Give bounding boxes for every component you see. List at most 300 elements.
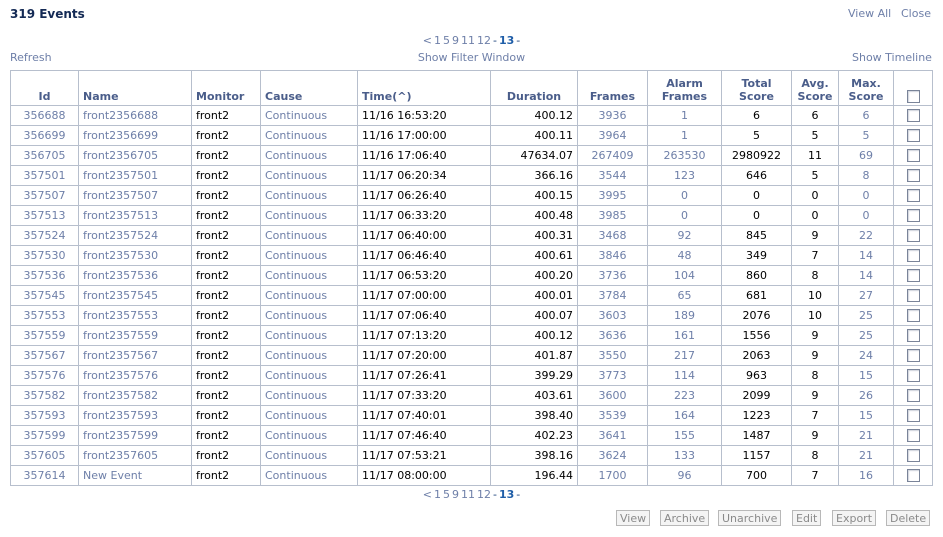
cell-total-score: 2099: [722, 386, 792, 406]
row-select-checkbox[interactable]: [907, 369, 920, 382]
pager-top-page-link[interactable]: 1: [433, 34, 441, 47]
pager-bottom-separator: -: [492, 488, 497, 501]
cell-name[interactable]: front2357553: [79, 306, 192, 326]
cell-max-score[interactable]: 8: [839, 166, 894, 186]
cell-max-score[interactable]: 69: [839, 146, 894, 166]
table-row[interactable]: [11, 426, 933, 446]
cell-select[interactable]: [894, 446, 933, 466]
cell-cause[interactable]: Continuous: [261, 306, 358, 326]
cell-id[interactable]: 357545: [11, 286, 79, 306]
cell-frames[interactable]: 3468: [578, 226, 648, 246]
row-select-checkbox[interactable]: [907, 229, 920, 242]
cell-id[interactable]: 357501: [11, 166, 79, 186]
pager-bottom-current-page: 13: [498, 488, 515, 501]
cell-alarm-frames[interactable]: 92: [648, 226, 722, 246]
cell-id[interactable]: 357599: [11, 426, 79, 446]
cell-time: 11/17 06:26:40: [358, 186, 491, 206]
total-score-line-2: Score: [739, 90, 774, 103]
cell-alarm-frames[interactable]: 114: [648, 366, 722, 386]
table-row[interactable]: [11, 286, 933, 306]
cell-alarm-frames[interactable]: 155: [648, 426, 722, 446]
alarm-frames-line-1: Alarm: [666, 77, 703, 90]
archive-button[interactable]: Archive: [660, 510, 709, 526]
column-header-select-all[interactable]: [894, 71, 933, 106]
table-row[interactable]: [11, 186, 933, 206]
row-select-checkbox[interactable]: [907, 109, 920, 122]
row-select-checkbox[interactable]: [907, 249, 920, 262]
row-select-checkbox[interactable]: [907, 429, 920, 442]
cell-select[interactable]: [894, 226, 933, 246]
cell-cause[interactable]: Continuous: [261, 226, 358, 246]
cell-id[interactable]: 356688: [11, 106, 79, 126]
cell-alarm-frames[interactable]: 133: [648, 446, 722, 466]
cell-frames[interactable]: 3846: [578, 246, 648, 266]
cell-avg-score: 8: [792, 266, 839, 286]
cell-time: 11/16 17:00:00: [358, 126, 491, 146]
cell-name[interactable]: front2357501: [79, 166, 192, 186]
cell-select[interactable]: [894, 346, 933, 366]
max-score-line-2: Score: [848, 90, 884, 103]
pager-top-trailing-separator: -: [516, 34, 521, 47]
cell-avg-score: 7: [792, 466, 839, 486]
cell-avg-score: 9: [792, 226, 839, 246]
cell-name[interactable]: New Event: [79, 466, 192, 486]
cell-cause[interactable]: Continuous: [261, 246, 358, 266]
cell-id[interactable]: 357536: [11, 266, 79, 286]
row-select-checkbox[interactable]: [907, 349, 920, 362]
cell-avg-score: 0: [792, 186, 839, 206]
cell-id[interactable]: 357605: [11, 446, 79, 466]
cell-cause[interactable]: Continuous: [261, 466, 358, 486]
cell-monitor: front2: [192, 246, 261, 266]
cell-frames[interactable]: 3603: [578, 306, 648, 326]
cell-frames[interactable]: 3736: [578, 266, 648, 286]
pagination-bottom: [0, 488, 943, 501]
cell-alarm-frames[interactable]: 1: [648, 126, 722, 146]
cell-time: 11/17 07:06:40: [358, 306, 491, 326]
cell-alarm-frames[interactable]: 161: [648, 326, 722, 346]
cell-name[interactable]: front2356699: [79, 126, 192, 146]
cell-frames[interactable]: 3550: [578, 346, 648, 366]
cell-alarm-frames[interactable]: 0: [648, 186, 722, 206]
cell-alarm-frames[interactable]: 223: [648, 386, 722, 406]
cell-frames[interactable]: 3773: [578, 366, 648, 386]
cell-select[interactable]: [894, 466, 933, 486]
cell-id[interactable]: 357507: [11, 186, 79, 206]
cell-cause[interactable]: Continuous: [261, 366, 358, 386]
column-header-total-score[interactable]: [722, 71, 792, 106]
cell-duration: 400.61: [491, 246, 578, 266]
cell-time: 11/17 08:00:00: [358, 466, 491, 486]
cell-time: 11/17 07:53:21: [358, 446, 491, 466]
row-select-checkbox[interactable]: [907, 329, 920, 342]
cell-name[interactable]: front2357513: [79, 206, 192, 226]
cell-frames[interactable]: 3784: [578, 286, 648, 306]
cell-select[interactable]: [894, 286, 933, 306]
cell-id[interactable]: 357530: [11, 246, 79, 266]
cell-id[interactable]: 357582: [11, 386, 79, 406]
cell-time: 11/17 07:26:41: [358, 366, 491, 386]
cell-avg-score: 10: [792, 286, 839, 306]
cell-time: 11/17 06:46:40: [358, 246, 491, 266]
cell-frames[interactable]: 3539: [578, 406, 648, 426]
cell-monitor: front2: [192, 206, 261, 226]
cell-max-score[interactable]: 26: [839, 386, 894, 406]
cell-max-score[interactable]: 25: [839, 326, 894, 346]
cell-max-score[interactable]: 0: [839, 206, 894, 226]
table-row[interactable]: [11, 346, 933, 366]
column-header-frames[interactable]: Frames: [578, 71, 648, 106]
cell-cause[interactable]: Continuous: [261, 426, 358, 446]
cell-total-score: 0: [722, 186, 792, 206]
column-header-name[interactable]: Name: [79, 71, 192, 106]
edit-button[interactable]: Edit: [792, 510, 821, 526]
cell-frames[interactable]: 1700: [578, 466, 648, 486]
cell-time: 11/17 07:20:00: [358, 346, 491, 366]
cell-total-score: 349: [722, 246, 792, 266]
cell-frames[interactable]: 3624: [578, 446, 648, 466]
cell-frames[interactable]: 3636: [578, 326, 648, 346]
cell-id[interactable]: 357593: [11, 406, 79, 426]
cell-duration: 196.44: [491, 466, 578, 486]
cell-total-score: 860: [722, 266, 792, 286]
row-select-checkbox[interactable]: [907, 469, 920, 482]
cell-time: 11/17 07:00:00: [358, 286, 491, 306]
cell-frames[interactable]: 267409: [578, 146, 648, 166]
pager-bottom-page-link[interactable]: 5: [442, 488, 450, 501]
cell-select[interactable]: [894, 246, 933, 266]
table-row[interactable]: [11, 386, 933, 406]
cell-name[interactable]: front2357524: [79, 226, 192, 246]
cell-cause[interactable]: Continuous: [261, 106, 358, 126]
cell-monitor: front2: [192, 466, 261, 486]
cell-duration: 400.15: [491, 186, 578, 206]
pager-top-page-link[interactable]: 11: [460, 34, 475, 47]
action-buttons: [0, 510, 943, 530]
pager-top-page-link[interactable]: 12: [476, 34, 491, 47]
cell-avg-score: 11: [792, 146, 839, 166]
cell-cause[interactable]: Continuous: [261, 206, 358, 226]
cell-avg-score: 9: [792, 326, 839, 346]
max-score-line-1: Max.: [851, 77, 881, 90]
cell-duration: 402.23: [491, 426, 578, 446]
pager-top-page-link[interactable]: 5: [442, 34, 450, 47]
cell-duration: 400.20: [491, 266, 578, 286]
cell-total-score: 700: [722, 466, 792, 486]
table-row[interactable]: [11, 266, 933, 286]
cell-monitor: front2: [192, 326, 261, 346]
row-select-checkbox[interactable]: [907, 129, 920, 142]
cell-max-score[interactable]: 14: [839, 266, 894, 286]
cell-time: 11/17 07:13:20: [358, 326, 491, 346]
table-row[interactable]: [11, 306, 933, 326]
column-header-cause[interactable]: Cause: [261, 71, 358, 106]
cell-time: 11/17 06:40:00: [358, 226, 491, 246]
column-header-duration[interactable]: Duration: [491, 71, 578, 106]
cell-duration: 400.01: [491, 286, 578, 306]
cell-cause[interactable]: Continuous: [261, 186, 358, 206]
cell-id[interactable]: 357559: [11, 326, 79, 346]
table-row[interactable]: [11, 226, 933, 246]
cell-alarm-frames[interactable]: 0: [648, 206, 722, 226]
row-select-checkbox[interactable]: [907, 209, 920, 222]
cell-total-score: 2076: [722, 306, 792, 326]
cell-monitor: front2: [192, 166, 261, 186]
cell-cause[interactable]: Continuous: [261, 266, 358, 286]
table-row[interactable]: [11, 206, 933, 226]
row-select-checkbox[interactable]: [907, 409, 920, 422]
cell-alarm-frames[interactable]: 96: [648, 466, 722, 486]
cell-select[interactable]: [894, 266, 933, 286]
row-select-checkbox[interactable]: [907, 449, 920, 462]
cell-id[interactable]: 357513: [11, 206, 79, 226]
cell-select[interactable]: [894, 326, 933, 346]
cell-alarm-frames[interactable]: 123: [648, 166, 722, 186]
cell-name[interactable]: front2356688: [79, 106, 192, 126]
row-select-checkbox[interactable]: [907, 309, 920, 322]
cell-name[interactable]: front2357593: [79, 406, 192, 426]
cell-name[interactable]: front2357530: [79, 246, 192, 266]
cell-total-score: 2980922: [722, 146, 792, 166]
cell-max-score[interactable]: 22: [839, 226, 894, 246]
refresh-link[interactable]: Refresh: [10, 51, 52, 64]
cell-max-score[interactable]: 21: [839, 426, 894, 446]
table-row[interactable]: [11, 466, 933, 486]
cell-max-score[interactable]: 24: [839, 346, 894, 366]
cell-id[interactable]: 357614: [11, 466, 79, 486]
total-score-line-1: Total: [741, 77, 772, 90]
cell-duration: 398.40: [491, 406, 578, 426]
cell-select[interactable]: [894, 206, 933, 226]
cell-name[interactable]: front2357567: [79, 346, 192, 366]
cell-name[interactable]: front2357536: [79, 266, 192, 286]
cell-max-score[interactable]: 6: [839, 106, 894, 126]
table-row[interactable]: [11, 326, 933, 346]
cell-total-score: 5: [722, 126, 792, 146]
cell-max-score[interactable]: 0: [839, 186, 894, 206]
show-timeline-link[interactable]: Show Timeline: [852, 51, 932, 64]
cell-name[interactable]: front2357599: [79, 426, 192, 446]
row-select-checkbox[interactable]: [907, 289, 920, 302]
column-header-id[interactable]: Id: [11, 71, 79, 106]
cell-duration: 400.12: [491, 106, 578, 126]
cell-monitor: front2: [192, 306, 261, 326]
cell-duration: 399.29: [491, 366, 578, 386]
row-select-checkbox[interactable]: [907, 389, 920, 402]
cell-max-score[interactable]: 5: [839, 126, 894, 146]
row-select-checkbox[interactable]: [907, 269, 920, 282]
cell-monitor: front2: [192, 106, 261, 126]
cell-avg-score: 7: [792, 406, 839, 426]
close-link[interactable]: Close: [901, 7, 931, 20]
export-button[interactable]: Export: [832, 510, 876, 526]
cell-id[interactable]: 357576: [11, 366, 79, 386]
pager-top-page-link[interactable]: 9: [451, 34, 459, 47]
cell-monitor: front2: [192, 146, 261, 166]
cell-id[interactable]: 357567: [11, 346, 79, 366]
cell-time: 11/17 07:33:20: [358, 386, 491, 406]
column-header-max-score[interactable]: [839, 71, 894, 106]
cell-alarm-frames[interactable]: 48: [648, 246, 722, 266]
cell-cause[interactable]: Continuous: [261, 166, 358, 186]
pager-bottom-page-link[interactable]: 11: [460, 488, 475, 501]
cell-total-score: 1157: [722, 446, 792, 466]
pager-bottom-page-link[interactable]: 9: [451, 488, 459, 501]
table-row[interactable]: [11, 446, 933, 466]
cell-duration: 400.07: [491, 306, 578, 326]
avg-score-line-2: Score: [797, 90, 833, 103]
cell-select[interactable]: [894, 386, 933, 406]
cell-cause[interactable]: Continuous: [261, 146, 358, 166]
table-row[interactable]: [11, 146, 933, 166]
cell-monitor: front2: [192, 446, 261, 466]
cell-name[interactable]: front2357576: [79, 366, 192, 386]
cell-time: 11/17 07:46:40: [358, 426, 491, 446]
table-row[interactable]: [11, 246, 933, 266]
cell-max-score[interactable]: 14: [839, 246, 894, 266]
table-row[interactable]: [11, 126, 933, 146]
view-all-link[interactable]: View All: [848, 7, 892, 20]
table-row[interactable]: [11, 406, 933, 426]
cell-alarm-frames[interactable]: 263530: [648, 146, 722, 166]
column-header-avg-score[interactable]: [792, 71, 839, 106]
pager-top-separator: -: [492, 34, 497, 47]
table-row[interactable]: [11, 166, 933, 186]
select-all-checkbox[interactable]: [907, 90, 920, 103]
cell-select[interactable]: [894, 426, 933, 446]
cell-id[interactable]: 356705: [11, 146, 79, 166]
cell-max-score[interactable]: 15: [839, 366, 894, 386]
cell-monitor: front2: [192, 406, 261, 426]
cell-select[interactable]: [894, 306, 933, 326]
cell-total-score: 845: [722, 226, 792, 246]
cell-select[interactable]: [894, 166, 933, 186]
cell-duration: 366.16: [491, 166, 578, 186]
unarchive-button[interactable]: Unarchive: [718, 510, 781, 526]
cell-alarm-frames[interactable]: 1: [648, 106, 722, 126]
cell-duration: 400.11: [491, 126, 578, 146]
cell-monitor: front2: [192, 346, 261, 366]
pager-bottom-page-link[interactable]: 1: [433, 488, 441, 501]
alarm-frames-line-2: Frames: [661, 90, 708, 103]
cell-max-score[interactable]: 25: [839, 306, 894, 326]
cell-cause[interactable]: Continuous: [261, 326, 358, 346]
cell-total-score: 0: [722, 206, 792, 226]
cell-duration: 400.48: [491, 206, 578, 226]
cell-time: 11/17 07:40:01: [358, 406, 491, 426]
cell-alarm-frames[interactable]: 189: [648, 306, 722, 326]
cell-avg-score: 0: [792, 206, 839, 226]
delete-button[interactable]: Delete: [886, 510, 930, 526]
cell-monitor: front2: [192, 386, 261, 406]
cell-frames[interactable]: 3544: [578, 166, 648, 186]
cell-frames[interactable]: 3936: [578, 106, 648, 126]
cell-id[interactable]: 357524: [11, 226, 79, 246]
pager-bottom-trailing-separator: -: [516, 488, 521, 501]
cell-cause[interactable]: Continuous: [261, 286, 358, 306]
cell-name[interactable]: front2357545: [79, 286, 192, 306]
column-header-time[interactable]: Time(^): [358, 71, 491, 106]
cell-total-score: 646: [722, 166, 792, 186]
cell-frames[interactable]: 3641: [578, 426, 648, 446]
cell-select[interactable]: [894, 106, 933, 126]
cell-alarm-frames[interactable]: 164: [648, 406, 722, 426]
cell-time: 11/16 16:53:20: [358, 106, 491, 126]
cell-avg-score: 5: [792, 166, 839, 186]
column-header-alarm-frames[interactable]: [648, 71, 722, 106]
cell-cause[interactable]: Continuous: [261, 126, 358, 146]
cell-select[interactable]: [894, 406, 933, 426]
cell-time: 11/17 06:53:20: [358, 266, 491, 286]
filter-window-wrapper: [0, 51, 943, 64]
cell-max-score[interactable]: 16: [839, 466, 894, 486]
cell-time: 11/16 17:06:40: [358, 146, 491, 166]
cell-cause[interactable]: Continuous: [261, 406, 358, 426]
pager-bottom-page-link[interactable]: 12: [476, 488, 491, 501]
cell-name[interactable]: front2357559: [79, 326, 192, 346]
table-row[interactable]: [11, 106, 933, 126]
cell-frames[interactable]: 3600: [578, 386, 648, 406]
cell-duration: 47634.07: [491, 146, 578, 166]
cell-duration: 398.16: [491, 446, 578, 466]
cell-duration: 403.61: [491, 386, 578, 406]
column-header-monitor[interactable]: Monitor: [192, 71, 261, 106]
cell-duration: 401.87: [491, 346, 578, 366]
cell-total-score: 1556: [722, 326, 792, 346]
table-header-row: [11, 71, 933, 106]
cell-alarm-frames[interactable]: 217: [648, 346, 722, 366]
row-select-checkbox[interactable]: [907, 149, 920, 162]
cell-select[interactable]: [894, 146, 933, 166]
cell-cause[interactable]: Continuous: [261, 386, 358, 406]
cell-total-score: 1487: [722, 426, 792, 446]
view-button[interactable]: View: [616, 510, 650, 526]
cell-total-score: 2063: [722, 346, 792, 366]
cell-avg-score: 9: [792, 426, 839, 446]
table-row[interactable]: [11, 366, 933, 386]
cell-max-score[interactable]: 21: [839, 446, 894, 466]
pager-top-prev-link[interactable]: <: [422, 34, 432, 47]
row-select-checkbox[interactable]: [907, 169, 920, 182]
cell-id[interactable]: 357553: [11, 306, 79, 326]
events-table: [10, 70, 933, 486]
cell-name[interactable]: front2357605: [79, 446, 192, 466]
cell-select[interactable]: [894, 186, 933, 206]
avg-score-line-1: Avg.: [801, 77, 829, 90]
cell-avg-score: 9: [792, 386, 839, 406]
cell-alarm-frames[interactable]: 65: [648, 286, 722, 306]
cell-avg-score: 5: [792, 126, 839, 146]
pager-bottom-prev-link[interactable]: <: [422, 488, 432, 501]
cell-max-score[interactable]: 27: [839, 286, 894, 306]
cell-frames[interactable]: 3985: [578, 206, 648, 226]
cell-frames[interactable]: 3964: [578, 126, 648, 146]
cell-id[interactable]: 356699: [11, 126, 79, 146]
cell-cause[interactable]: Continuous: [261, 446, 358, 466]
cell-alarm-frames[interactable]: 104: [648, 266, 722, 286]
cell-max-score[interactable]: 15: [839, 406, 894, 426]
cell-select[interactable]: [894, 366, 933, 386]
cell-name[interactable]: front2357507: [79, 186, 192, 206]
cell-frames[interactable]: 3995: [578, 186, 648, 206]
cell-duration: 400.31: [491, 226, 578, 246]
cell-name[interactable]: front2356705: [79, 146, 192, 166]
cell-name[interactable]: front2357582: [79, 386, 192, 406]
show-filter-window-link[interactable]: Show Filter Window: [417, 51, 526, 64]
cell-cause[interactable]: Continuous: [261, 346, 358, 366]
cell-select[interactable]: [894, 126, 933, 146]
row-select-checkbox[interactable]: [907, 189, 920, 202]
